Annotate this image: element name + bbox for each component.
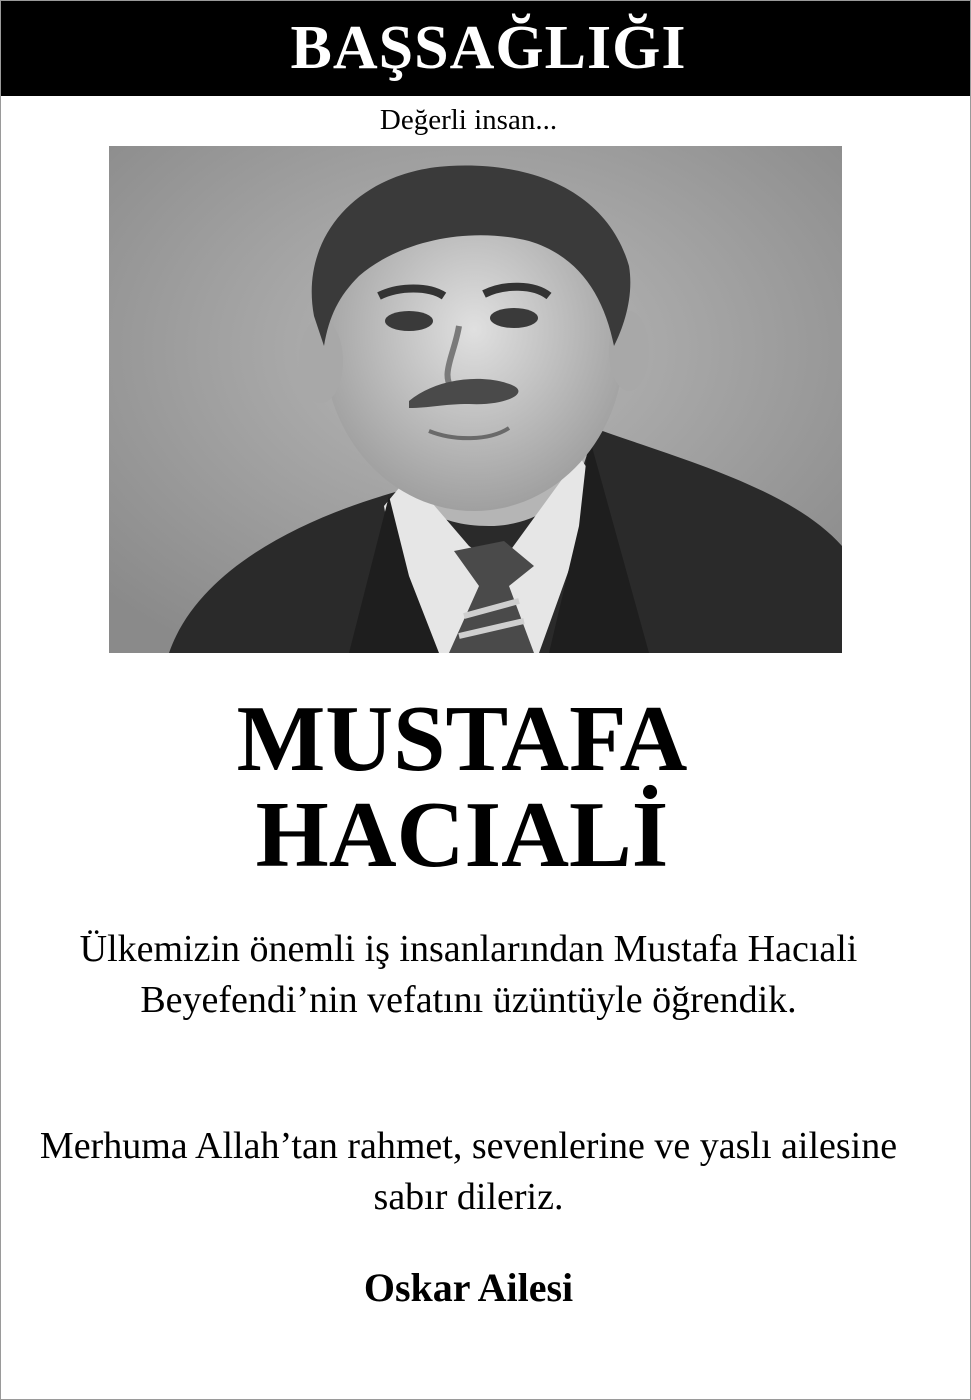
deceased-name [1,687,923,887]
subtitle: Değerli insan... [379,104,558,136]
message-paragraph-1: Ülkemizin önemli iş insanlarından Mustafa Hacıali Beyefendi’nin vefatını üzüntüyle öğrendik. [79,928,858,1021]
signature: Oskar Ailesi [363,1265,574,1310]
message-paragraph-2: Merhuma Allah’tan rahmet, sevenlerine ve yaslı ailesine sabır dileriz. [39,1125,898,1218]
name-line-1: MUSTAFA [236,687,688,791]
header-banner [1,1,970,96]
name-line-2: HACIALİ [255,783,669,887]
portrait-photo-icon [109,146,842,653]
portrait-photo [109,146,842,653]
banner-title: BAŞSAĞLIĞI [290,14,687,82]
